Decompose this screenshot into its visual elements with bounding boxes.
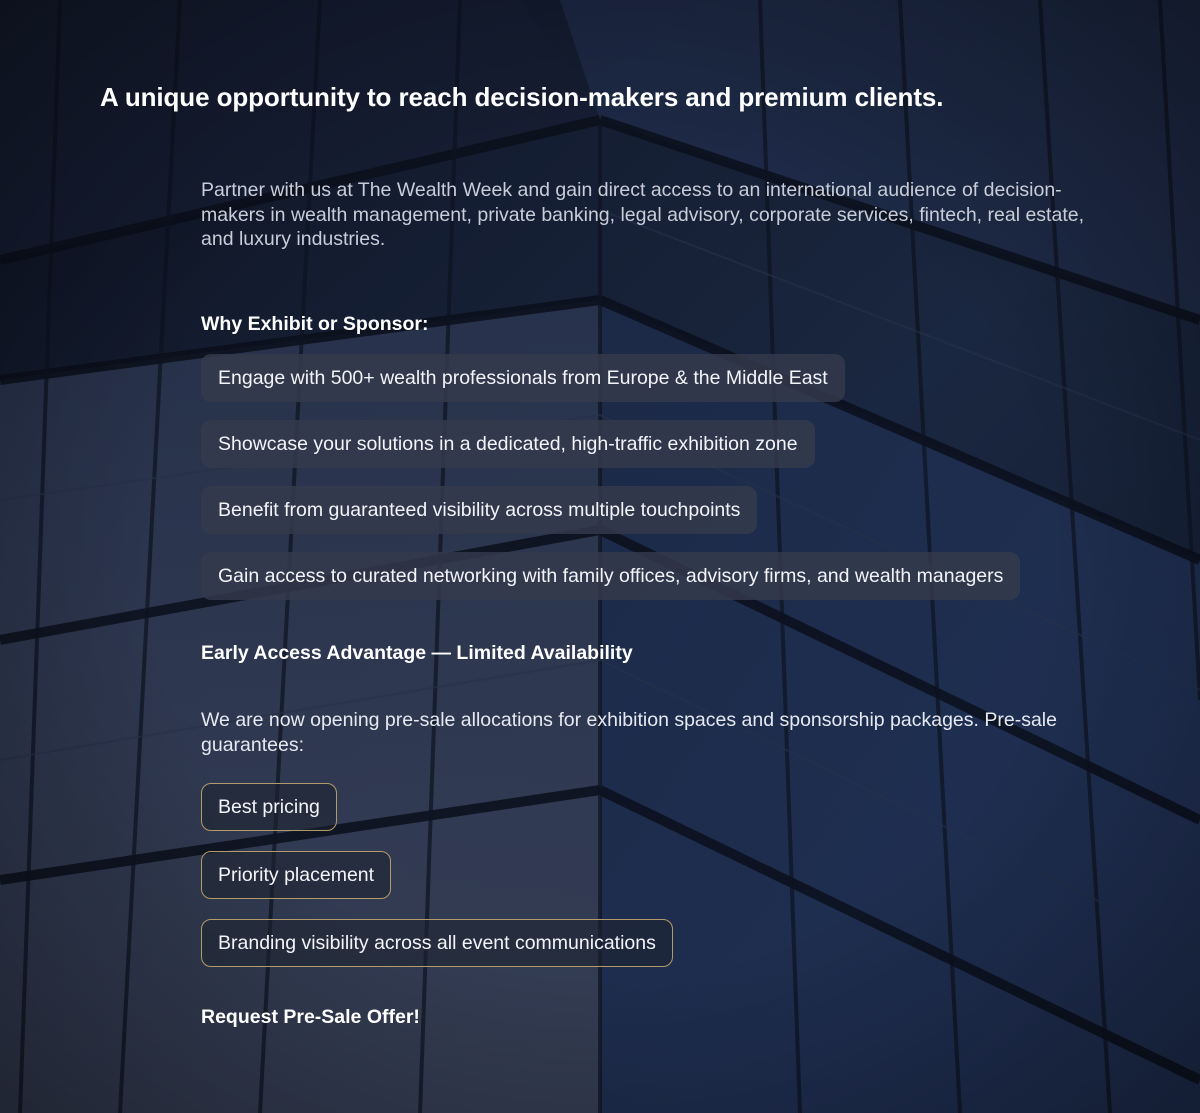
benefit-item: Benefit from guaranteed visibility across multiple touchpoints: [201, 486, 757, 534]
benefit-item: Showcase your solutions in a dedicated, high-traffic exhibition zone: [201, 420, 815, 468]
intro-paragraph: Partner with us at The Wealth Week and gain direct access to an international audience of decision-makers in wealth management, private banking, legal advisory, corporate services, fintech, real estate, and luxury industries.: [201, 179, 1084, 250]
benefit-item: Engage with 500+ wealth professionals from Europe & the Middle East: [201, 354, 845, 402]
guarantee-item: Branding visibility across all event communications: [201, 919, 673, 967]
why-exhibit-heading: Why Exhibit or Sponsor:: [201, 313, 429, 335]
early-access-heading: Early Access Advantage — Limited Availability: [201, 642, 633, 664]
guarantee-item: Best pricing: [201, 783, 337, 831]
presale-paragraph: We are now opening pre-sale allocations for exhibition spaces and sponsorship packages. Pre-sale guarantees:: [201, 709, 1057, 756]
benefit-item: Gain access to curated networking with family offices, advisory firms, and wealth managers: [201, 552, 1020, 600]
guarantees-list: [201, 783, 673, 987]
guarantee-item: Priority placement: [201, 851, 391, 899]
benefits-list: [201, 354, 1020, 618]
request-presale-offer-link[interactable]: Request Pre-Sale Offer!: [201, 1006, 420, 1028]
page-headline: A unique opportunity to reach decision-makers and premium clients.: [100, 82, 944, 112]
